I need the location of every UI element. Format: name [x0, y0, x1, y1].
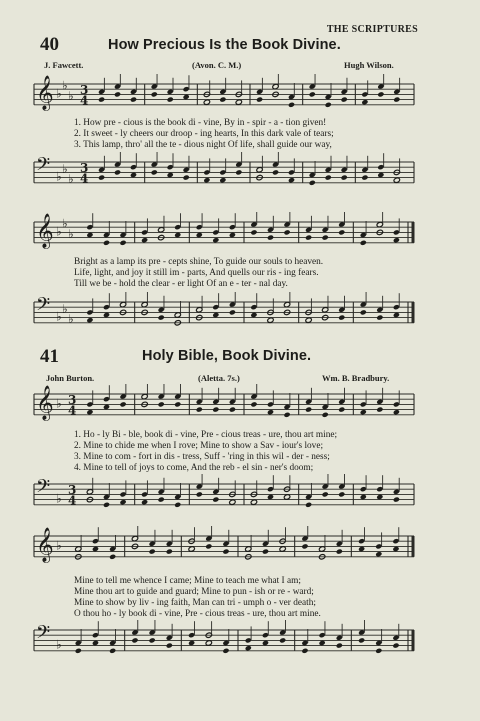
- verse-line: 3. This lamp, thro' all the te - dious night Of life, shall guide our way,: [74, 140, 332, 150]
- treble-clef-icon: 𝄞: [36, 527, 54, 563]
- music-staff-treble: [32, 384, 416, 428]
- music-staff-treble: [32, 74, 416, 118]
- hymn-author: J. Fawcett.: [44, 60, 84, 70]
- flat-sign-icon: ♭: [56, 169, 62, 184]
- verse-line: Life, light, and joy it still im - parts, And quells our ris - ing fears.: [74, 268, 319, 278]
- treble-clef-icon: 𝄞: [36, 75, 54, 111]
- bass-clef-icon: 𝄢: [36, 294, 51, 320]
- verse-line: 4. Mine to tell of joys to come, And the reb - el sin - ner's doom;: [74, 463, 314, 473]
- verse-line: 2. It sweet - ly cheers our droop - ing hearts, In this dark vale of tears;: [74, 129, 334, 139]
- verse-line: Till we be - hold the clear - er light Of an e - ter - nal day.: [74, 279, 288, 289]
- flat-sign-icon: ♭: [62, 78, 68, 93]
- hymn-composer: Hugh Wilson.: [344, 60, 394, 70]
- bass-clef-icon: 𝄢: [36, 154, 51, 180]
- flat-sign-icon: ♭: [56, 538, 62, 553]
- flat-sign-icon: ♭: [56, 491, 62, 506]
- hymn-number: 40: [40, 34, 59, 55]
- verse-line: Mine to show by liv - ing faith, Man can tri - umph o - ver death;: [74, 598, 316, 608]
- music-staff-bass: [32, 474, 416, 518]
- verse-line: 1. Ho - ly Bi - ble, book di - vine, Pre - cious treas - ure, thou art mine;: [74, 430, 338, 440]
- music-staff-treble: [32, 212, 416, 256]
- svg-text:3: 3: [68, 482, 77, 497]
- verse-line: Mine thou art to guide and guard; Mine to pun - ish or re - ward;: [74, 587, 314, 597]
- flat-sign-icon: ♭: [56, 396, 62, 411]
- flat-sign-icon: ♭: [56, 309, 62, 324]
- hymn-author: John Burton.: [46, 373, 95, 383]
- svg-text:3: 3: [68, 392, 77, 407]
- verse-line: 2. Mine to chide me when I rove; Mine to show a Sav - iour's love;: [74, 441, 324, 451]
- verse-line: Bright as a lamp its pre - cepts shine, To guide our souls to heaven.: [74, 257, 324, 267]
- section-header: THE SCRIPTURES: [326, 24, 418, 35]
- flat-sign-icon: ♭: [62, 301, 68, 316]
- svg-text:4: 4: [68, 403, 77, 418]
- treble-clef-icon: 𝄞: [36, 385, 54, 421]
- flat-sign-icon: ♭: [68, 172, 74, 187]
- hymn-title: Holy Bible, Book Divine.: [142, 348, 312, 364]
- flat-sign-icon: ♭: [56, 224, 62, 239]
- svg-text:4: 4: [68, 493, 77, 508]
- flat-sign-icon: ♭: [68, 89, 74, 103]
- hymn-title: How Precious Is the Book Divine.: [108, 37, 341, 53]
- flat-sign-icon: ♭: [68, 312, 74, 327]
- verse-line: O thou ho - ly book di - vine, Pre - cious treas - ure, thou art mine.: [74, 609, 321, 619]
- verse-line: 1. How pre - cious is the book di - vine, By in - spir - a - tion given!: [74, 118, 327, 128]
- music-staff-bass: [32, 620, 416, 664]
- music-staff-treble: [32, 526, 416, 570]
- hymn-composer: Wm. B. Bradbury.: [322, 373, 390, 383]
- flat-sign-icon: ♭: [56, 637, 62, 652]
- flat-sign-icon: ♭: [62, 216, 68, 231]
- svg-text:4: 4: [80, 171, 89, 186]
- flat-sign-icon: ♭: [68, 227, 74, 241]
- hymn-number: 41: [40, 346, 59, 367]
- svg-text:3: 3: [80, 82, 89, 97]
- svg-text:4: 4: [80, 93, 89, 108]
- flat-sign-icon: ♭: [62, 161, 68, 176]
- verse-line: Mine to tell me whence I came; Mine to teach me what I am;: [74, 576, 301, 586]
- bass-clef-icon: 𝄢: [36, 476, 51, 502]
- music-staff-bass: [32, 292, 416, 336]
- bass-clef-icon: 𝄢: [36, 622, 51, 648]
- flat-sign-icon: ♭: [56, 86, 62, 101]
- hymn-meter: (Avon. C. M.): [192, 60, 242, 70]
- verse-line: 3. Mine to com - fort in dis - tress, Suff - 'ring in this wil - der - ness;: [74, 452, 330, 462]
- hymn-meter: (Aletta. 7s.): [198, 373, 240, 383]
- music-staff-bass: [32, 152, 416, 196]
- svg-text:3: 3: [80, 160, 89, 175]
- treble-clef-icon: 𝄞: [36, 213, 54, 249]
